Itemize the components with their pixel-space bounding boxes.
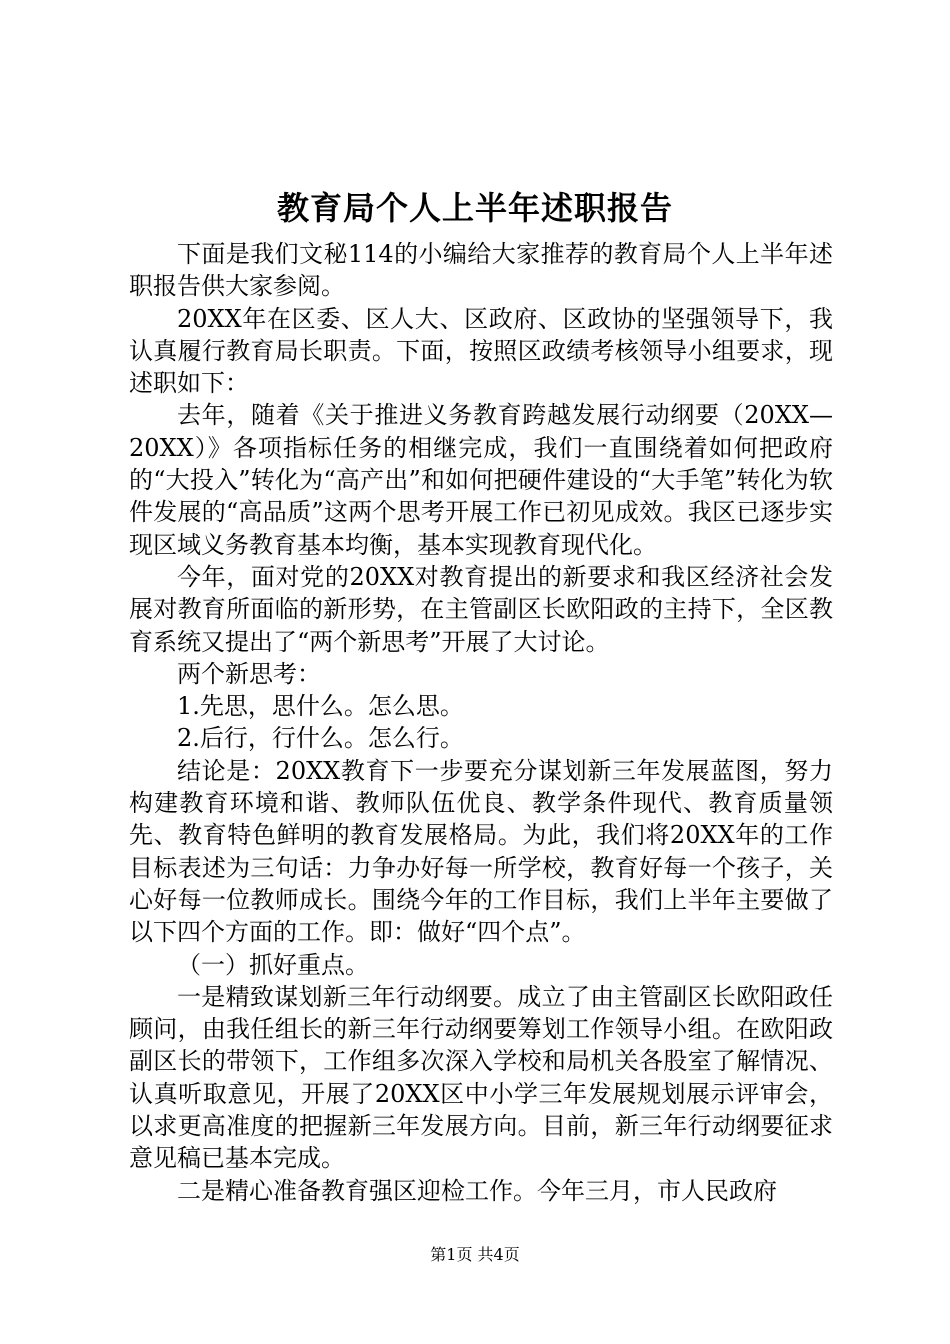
paragraph-point-one: 一是精致谋划新三年行动纲要。成立了由主管副区长欧阳政任顾问，由我任组长的新三年行动纲要筹划工作领导小组。在欧阳政副区长的带领下，工作组多次深入学校和局机关各股室了解情况、认真听取意见，开展了20XX区中小学三年发展规划展示评审会，以求更高准度的把握新三年发展方向。目前，新三年行动纲要征求意见稿已基本完成。 [129,982,833,1173]
paragraph-two-thoughts: 两个新思考： [177,659,321,688]
page-footer: 第1页 共4页 [430,1245,520,1264]
document-title: 教育局个人上半年述职报告 [276,189,673,227]
paragraph-opening: 20XX年在区委、区人大、区政府、区政协的坚强领导下，我认真履行教育局长职责。下面，按照区政绩考核领导小组要求，现述职如下： [129,304,833,398]
paragraph-intro: 下面是我们文秘114的小编给大家推荐的教育局个人上半年述职报告供大家参阅。 [129,240,833,301]
paragraph-this-year: 今年，面对党的20XX对教育提出的新要求和我区经济社会发展对教育所面临的新形势，在主管副区长欧阳政的主持下，全区教育系统又提出了“两个新思考”开展了大讨论。 [129,562,833,656]
paragraph-conclusion: 结论是：20XX教育下一步要充分谋划新三年发展蓝图，努力构建教育环境和谐、教师队伍优良、教学条件现代、教育质量领先、教育特色鲜明的教育发展格局。为此，我们将20XX年的工作目标表述为三句话：力争办好每一所学校，教育好每一个孩子，关心好每一位教师成长。围绕今年的工作目标，我们上半年主要做了以下四个方面的工作。即：做好“四个点”。 [129,756,833,947]
document-body [129,238,833,1207]
paragraph-point-two: 二是精心准备教育强区迎检工作。今年三月，市人民政府 [177,1176,777,1205]
list-item-think-first: 1.先思，思什么。怎么思。 [177,692,464,721]
paragraph-last-year: 去年，随着《关于推进义务教育跨越发展行动纲要（20XX—20XX）》各项指标任务的相继完成，我们一直围绕着如何把政府的“大投入”转化为“高产出”和如何把硬件建设的“大手笔”转化为软件发展的“高品质”这两个思考开展工作已初见成效。我区已逐步实现区域义务教育基本均衡，基本实现教育现代化。 [129,401,833,559]
section-heading-key-points: （一）抓好重点。 [177,950,369,979]
list-item-act-later: 2.后行，行什么。怎么行。 [177,724,464,753]
